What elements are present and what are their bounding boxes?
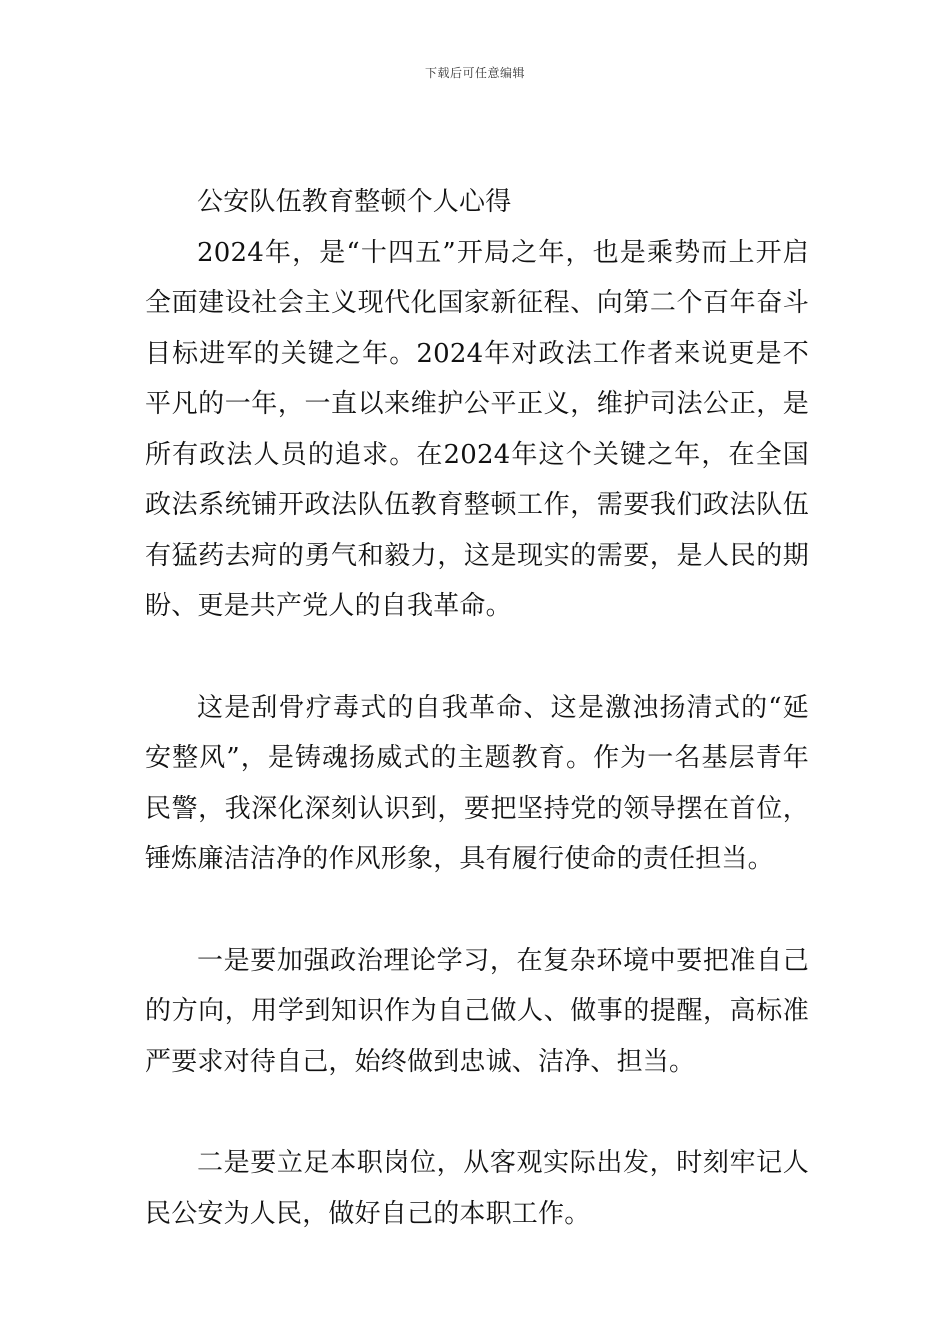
paragraph-4: 二是要立足本职岗位，从客观实际出发，时刻牢记人民公安为人民，做好自己的本职工作。 [145, 1148, 809, 1229]
paragraph-3: 一是要加强政治理论学习，在复杂环境中要把准自己的方向，用学到知识作为自己做人、做事的提醒，高标准严要求对待自己，始终做到忠诚、洁净、担当。 [145, 945, 809, 1077]
paragraph-spacer [145, 1087, 809, 1138]
paragraph-2: 这是刮骨疗毒式的自我革命、这是激浊扬清式的“延安整风”，是铸魂扬威式的主题教育。作为一名基层青年民警，我深化深刻认识到，要把坚持党的领导摆在首位，锤炼廉洁洁净的作风形象，具有履行使命的责任担当。 [145, 692, 809, 874]
document-body [145, 177, 809, 1239]
paragraph-1: 2024年，是“十四五”开局之年，也是乘势而上开启全面建设社会主义现代化国家新征程、向第二个百年奋斗目标进军的关键之年。2024年对政法工作者来说更是不平凡的一年，一直以来维护公平正义，维护司法公正，是所有政法人员的追求。在2024年这个关键之年，在全国政法系统铺开政法队伍教育整顿工作，需要我们政法队伍有猛药去疴的勇气和毅力，这是现实的需要，是人民的期盼、更是共产党人的自我革命。 [145, 237, 809, 621]
document-title: 公安队伍教育整顿个人心得 [197, 187, 512, 217]
paragraph-spacer [145, 885, 809, 936]
paragraph-spacer [145, 632, 809, 683]
page-header-note: 下载后可任意编辑 [424, 66, 525, 80]
